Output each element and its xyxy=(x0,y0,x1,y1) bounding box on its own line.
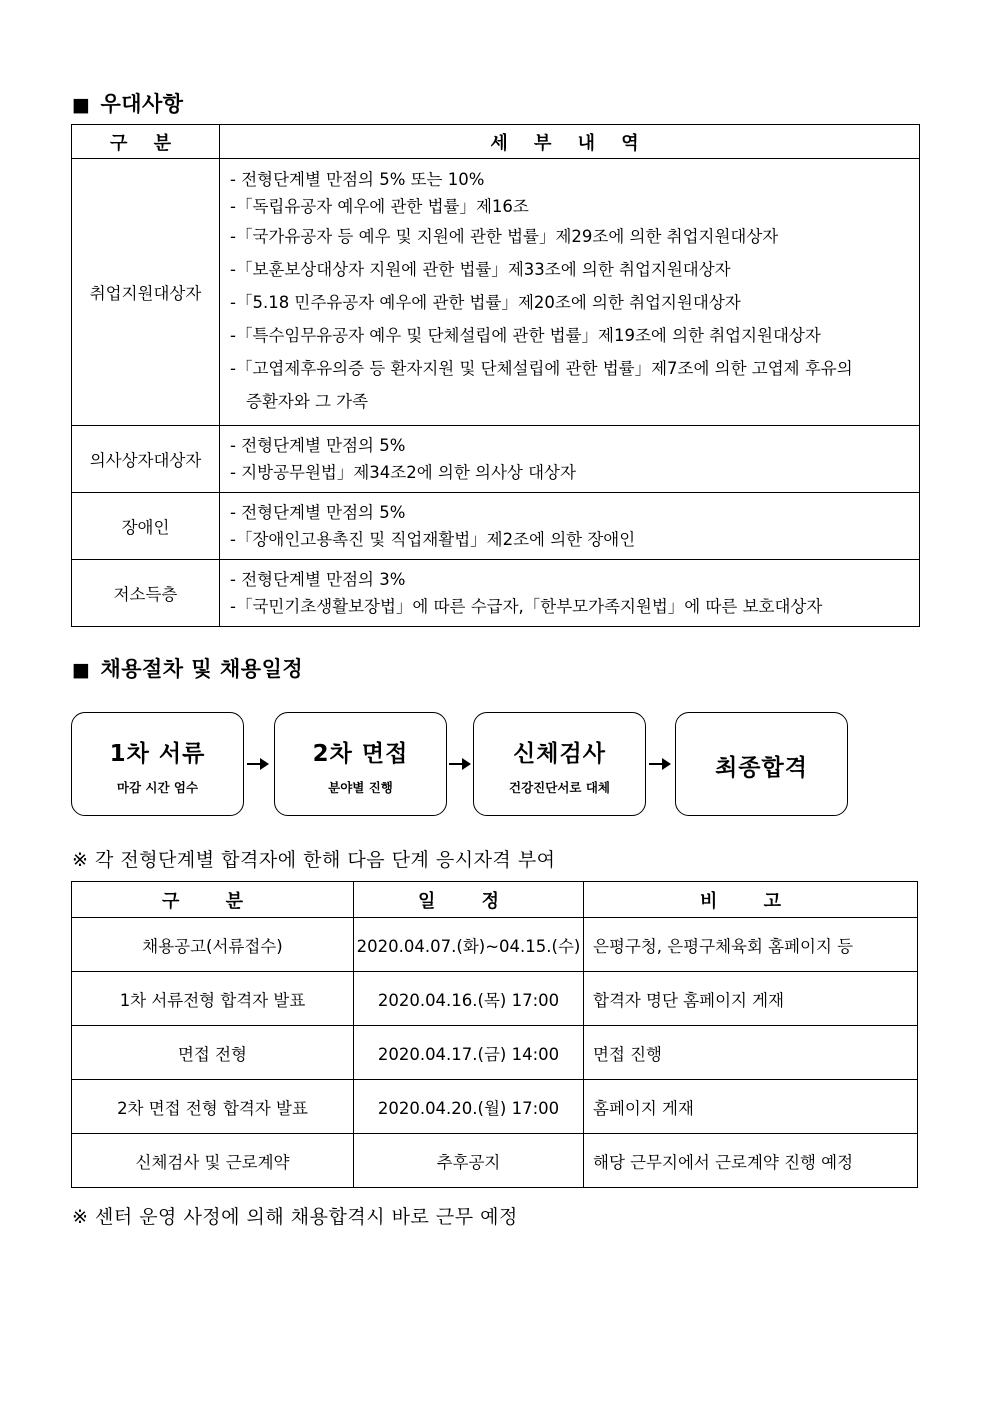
detail-item: - 전형단계별 만점의 3% xyxy=(230,570,406,589)
remark-cell: 합격자 명단 홈페이지 게재 xyxy=(584,972,918,1026)
category-cell: 장애인 xyxy=(72,493,220,560)
col-detail-header: 세 부 내 역 xyxy=(220,125,920,159)
step-box-1 xyxy=(71,712,244,816)
col-header: 일 정 xyxy=(354,882,584,918)
remark-cell: 은평구청, 은평구체육회 홈페이지 등 xyxy=(584,918,918,972)
table-row xyxy=(72,159,920,426)
table-row xyxy=(72,493,920,560)
step-subtitle: 마감 시간 엄수 xyxy=(116,780,199,795)
detail-item-continued-text: 증환자와 그 가족 xyxy=(246,392,369,411)
step-title: 최종합격 xyxy=(715,755,808,781)
detail-item: - 전형단계별 만점의 5% xyxy=(230,436,406,455)
detail-cell xyxy=(220,426,920,493)
detail-cell xyxy=(220,560,920,627)
step-title: 신체검사 xyxy=(513,741,606,767)
remark-cell: 홈페이지 게재 xyxy=(584,1080,918,1134)
col-header: 구 분 xyxy=(72,882,354,918)
step-subtitle: 건강진단서로 대체 xyxy=(509,780,610,795)
category-cell: 의사상자대상자 xyxy=(72,426,220,493)
detail-item: -「국가유공자 등 예우 및 지원에 관한 법률」제29조에 의한 취업지원대상자 xyxy=(230,227,779,246)
date-cell: 2020.04.20.(월) 17:00 xyxy=(354,1080,584,1134)
category-cell: 저소득층 xyxy=(72,560,220,627)
procedure-note: ※ 각 전형단계별 합격자에 한해 다음 단계 응시자격 부여 xyxy=(72,849,556,871)
procedure-heading-text: 채용절차 및 채용일정 xyxy=(100,657,304,681)
remark-cell: 면접 진행 xyxy=(584,1026,918,1080)
preference-heading-text: 우대사항 xyxy=(100,92,184,116)
date-cell: 2020.04.07.(화)~04.15.(수) xyxy=(354,918,584,972)
col-header: 비 고 xyxy=(584,882,918,918)
preference-heading xyxy=(72,88,184,118)
stage-cell: 2차 면접 전형 합격자 발표 xyxy=(72,1080,354,1134)
detail-cell xyxy=(220,159,920,426)
detail-item: - 지방공무원법」제34조2에 의한 의사상 대상자 xyxy=(230,463,576,482)
schedule-table xyxy=(71,881,918,1188)
step-box-4 xyxy=(675,712,848,816)
table-row xyxy=(72,1026,918,1080)
stage-cell: 채용공고(서류접수) xyxy=(72,918,354,972)
procedure-heading xyxy=(72,653,303,683)
preference-table xyxy=(71,124,920,627)
detail-item: - 전형단계별 만점의 5% xyxy=(230,503,406,522)
step-box-2 xyxy=(274,712,447,816)
col-category-header: 구 분 xyxy=(72,125,220,159)
stage-cell: 면접 전형 xyxy=(72,1026,354,1080)
remark-cell: 해당 근무지에서 근로계약 진행 예정 xyxy=(584,1134,918,1188)
square-bullet-icon: ■ xyxy=(72,94,91,116)
date-cell: 추후공지 xyxy=(354,1134,584,1188)
square-bullet-icon: ■ xyxy=(72,659,91,681)
step-subtitle: 분야별 진행 xyxy=(328,780,393,795)
detail-item: -「독립유공자 예우에 관한 법률」제16조 xyxy=(230,197,529,216)
arrow-right-icon xyxy=(449,763,469,765)
detail-cell xyxy=(220,493,920,560)
table-row xyxy=(72,560,920,627)
stage-cell: 신체검사 및 근로계약 xyxy=(72,1134,354,1188)
detail-item: -「특수임무유공자 예우 및 단체설립에 관한 법률」제19조에 의한 취업지원대상자 xyxy=(230,326,821,345)
detail-item-continued xyxy=(230,385,919,418)
table-row xyxy=(72,918,918,972)
detail-item: -「고엽제후유의증 등 환자지원 및 단체설립에 관한 법률」제7조에 의한 고엽제 후유의 xyxy=(230,359,853,378)
table-row xyxy=(72,1134,918,1188)
detail-item: -「보훈보상대상자 지원에 관한 법률」제33조에 의한 취업지원대상자 xyxy=(230,260,731,279)
date-cell: 2020.04.16.(목) 17:00 xyxy=(354,972,584,1026)
table-row xyxy=(72,426,920,493)
step-title: 2차 면접 xyxy=(312,741,409,767)
detail-item: -「장애인고용촉진 및 직업재활법」제2조에 의한 장애인 xyxy=(230,530,636,549)
arrow-right-icon xyxy=(247,763,267,765)
step-box-3 xyxy=(473,712,646,816)
detail-item: -「5.18 민주유공자 예우에 관한 법률」제20조에 의한 취업지원대상자 xyxy=(230,293,741,312)
table-row xyxy=(72,972,918,1026)
step-title: 1차 서류 xyxy=(109,741,206,767)
table-header-row xyxy=(72,882,918,918)
date-cell: 2020.04.17.(금) 14:00 xyxy=(354,1026,584,1080)
detail-item: -「국민기초생활보장법」에 따른 수급자,「한부모가족지원법」에 따른 보호대상자 xyxy=(230,597,823,616)
category-cell: 취업지원대상자 xyxy=(72,159,220,426)
detail-item: - 전형단계별 만점의 5% 또는 10% xyxy=(230,170,485,189)
table-row xyxy=(72,1080,918,1134)
schedule-footnote: ※ 센터 운영 사정에 의해 채용합격시 바로 근무 예정 xyxy=(72,1206,518,1228)
table-header-row xyxy=(72,125,920,159)
arrow-right-icon xyxy=(649,763,669,765)
stage-cell: 1차 서류전형 합격자 발표 xyxy=(72,972,354,1026)
